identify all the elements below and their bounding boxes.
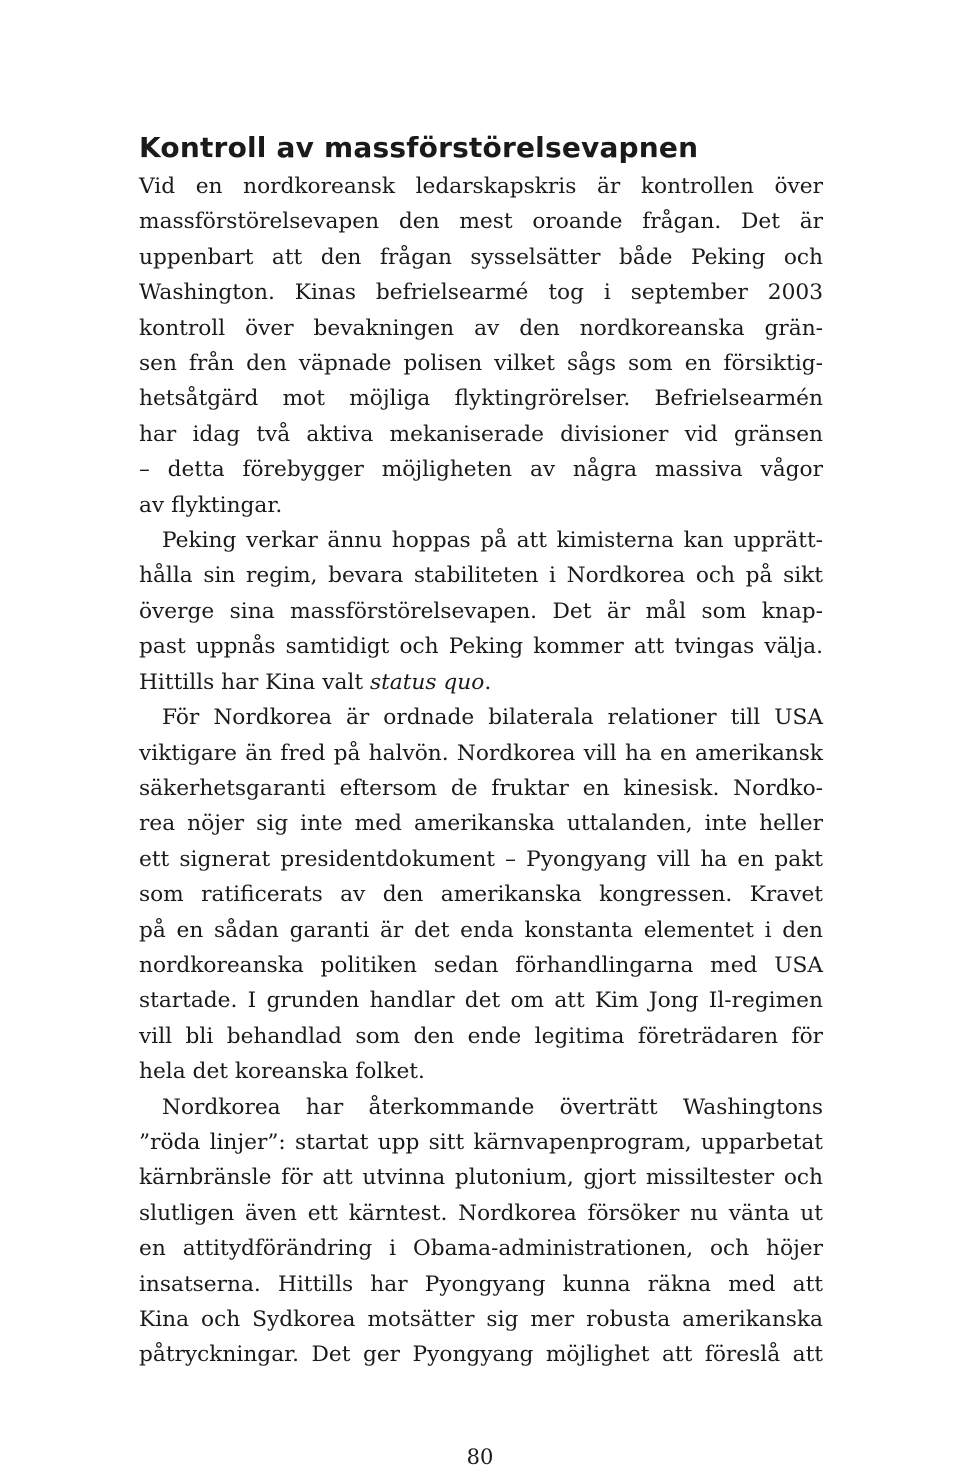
paragraph-3	[139, 700, 823, 1089]
text-line: ”röda linjer”: startat upp sitt kärnvapenprogram, upparbetat	[139, 1129, 823, 1155]
text-line: av flyktingar.	[139, 492, 283, 518]
text-line: överge sina massförstörelsevapen. Det är mål som knap-	[139, 598, 823, 624]
text-line: kontroll över bevakningen av den nordkoreanska grän-	[139, 315, 823, 341]
text-line: past uppnås samtidigt och Peking kommer att tvingas välja.	[139, 634, 823, 660]
text-line: hetsåtgärd mot möjliga flyktingrörelser. Befrielsearmén	[139, 386, 823, 412]
text-line: en attitydförändring i Obama-administrationen, och höjer	[139, 1236, 823, 1262]
text-line: säkerhetsgaranti eftersom de fruktar en kinesisk. Nordko-	[139, 775, 823, 801]
text-line: påtryckningar. Det ger Pyongyang möjlighet att föreslå att	[139, 1342, 823, 1368]
text-line: sen från den väpnade polisen vilket sågs som en försiktig-	[139, 351, 823, 377]
text-line: nordkoreanska politiken sedan förhandlingarna med USA	[139, 952, 823, 978]
text-line: – detta förebygger möjligheten av några massiva vågor	[139, 457, 823, 483]
text-line	[139, 665, 823, 700]
text-line: på en sådan garanti är det enda konstanta elementet i den	[139, 917, 823, 943]
paragraph-2	[139, 523, 823, 700]
text-line: kärnbränsle för att utvinna plutonium, gjort missiltester och	[139, 1165, 823, 1191]
text-line: Washington. Kinas befrielsearmé tog i september 2003	[139, 280, 823, 306]
text-line: startade. I grunden handlar det om att Kim Jong Il-regimen	[139, 988, 823, 1014]
text-line: ett signerat presidentdokument – Pyongyang vill ha en pakt	[139, 846, 823, 872]
text-fragment: Hittills har Kina valt	[139, 669, 370, 695]
page-number: 80	[466, 1445, 494, 1469]
text-line: hela det koreanska folket.	[139, 1059, 425, 1085]
text-line: vill bli behandlad som den ende legitima företrädaren för	[139, 1023, 823, 1049]
paragraph-4	[139, 1090, 823, 1373]
text-line: har idag två aktiva mekaniserade divisioner vid gränsen	[139, 421, 823, 447]
text-line: Vid en nordkoreansk ledarskapskris är kontrollen över	[139, 174, 823, 199]
text-line: insatserna. Hittills har Pyongyang kunna räkna med att	[139, 1271, 823, 1297]
text-line: hålla sin regim, bevara stabiliteten i Nordkorea och på sikt	[139, 563, 823, 589]
text-line: För Nordkorea är ordnade bilaterala relationer till USA	[162, 705, 823, 731]
text-fragment: .	[484, 669, 492, 695]
text-line: viktigare än fred på halvön. Nordkorea vill ha en amerikansk	[139, 740, 823, 766]
text-line: slutligen även ett kärntest. Nordkorea försöker nu vänta ut	[139, 1200, 823, 1226]
section-heading: Kontroll av massförstörelsevapnen	[139, 131, 699, 164]
text-line: uppenbart att den frågan sysselsätter både Peking och	[139, 244, 823, 270]
text-line: massförstörelsevapen den mest oroande frågan. Det är	[139, 209, 823, 235]
text-line: Kina och Sydkorea motsätter sig mer robusta amerikanska	[139, 1307, 823, 1332]
text-line: som ratificerats av den amerikanska kongressen. Kravet	[139, 882, 823, 908]
text-line: rea nöjer sig inte med amerikanska uttalanden, inte heller	[139, 811, 823, 837]
text-line: Nordkorea har återkommande överträtt Washingtons	[162, 1094, 823, 1120]
paragraph-1	[139, 169, 823, 523]
page-body	[139, 128, 823, 1373]
text-line: Peking verkar ännu hoppas på att kimisterna kan upprätt-	[162, 528, 823, 554]
italic-term: status quo	[369, 669, 485, 695]
